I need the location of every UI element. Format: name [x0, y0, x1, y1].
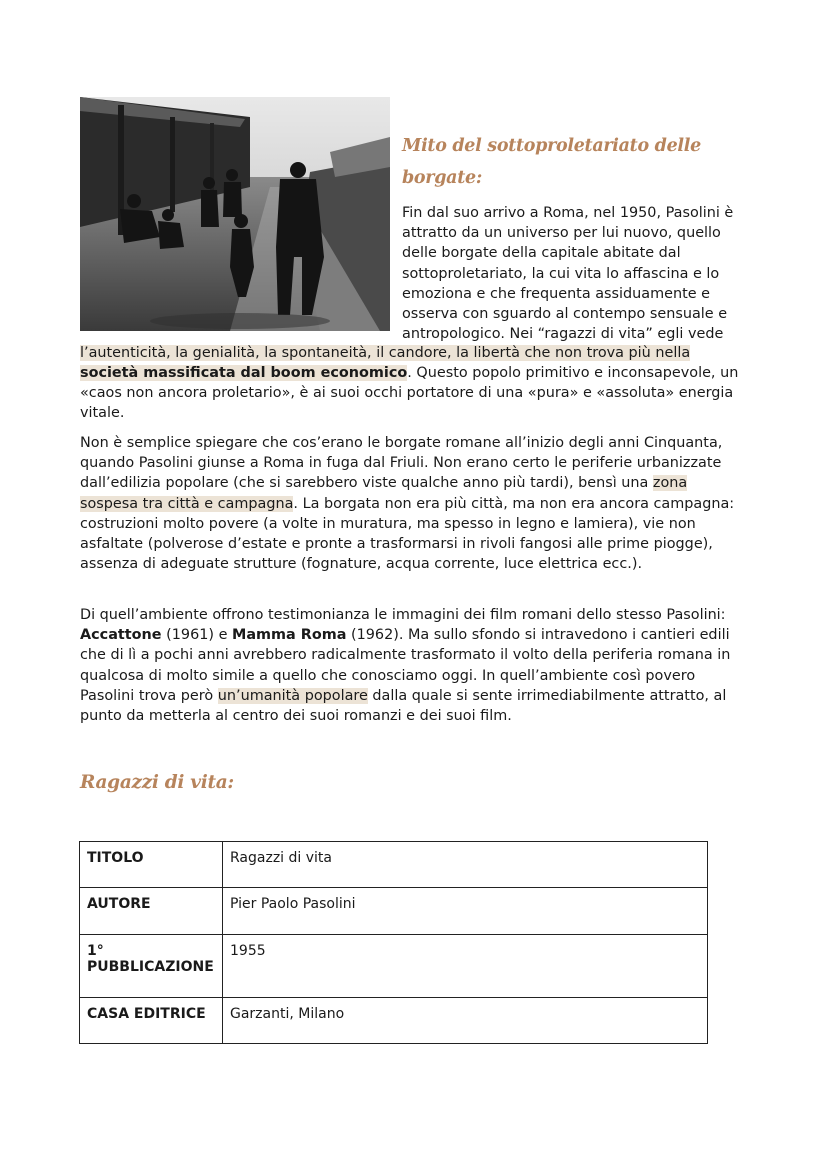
black-and-white-photo-borgata-street	[80, 97, 390, 331]
table-value: Ragazzi di vita	[223, 842, 708, 888]
continuation-line-1	[80, 343, 690, 363]
table-value: 1955	[223, 935, 708, 998]
table-key: 1° PUBBLICAZIONE	[80, 935, 223, 998]
paragraph-borgate	[80, 433, 748, 574]
continuation-line-2-rest: . Questo popolo primitivo e inconsapevole, un	[407, 365, 739, 381]
table-row	[80, 998, 708, 1044]
highlight-societa-massificata: società massificata dal boom economico	[80, 365, 408, 381]
continuation-line-2	[80, 363, 738, 383]
section-heading-ragazzi-di-vita: Ragazzi di vita:	[80, 772, 234, 793]
table-key: CASA EDITRICE	[80, 998, 223, 1044]
heading-line-1: Mito del sottoproletariato delle	[402, 136, 701, 156]
continuation-line-4: vitale.	[80, 405, 125, 421]
book-info-table	[79, 841, 708, 1044]
paragraph-3-part-1: Di quell’ambiente offrono testimonianza le immagini dei film romani dello stesso Pasolini:	[80, 607, 726, 623]
table-value: Garzanti, Milano	[223, 998, 708, 1044]
paragraph-film	[80, 605, 748, 726]
intro-text: Fin dal suo arrivo a Roma, nel 1950, Pasolini è attratto da un universo per lui nuovo, quello delle borgate della capitale abitate dal sottoproletariato, la cui vita lo affascina e lo emoziona e che frequenta assiduamente e osserva con sguardo al contempo sensuale e antropologico. Nei “ragazzi di vita” egli vede	[402, 205, 734, 343]
paragraph-2-part-1: Non è semplice spiegare che cos’erano le borgate romane all’inizio degli anni Cinquanta, quando Pasolini giunse a Roma in fuga dal Friuli. Non erano certo le periferie urbanizzate dall’edilizia popolare (che si sarebbero viste qualche anno più tardi), bensì una	[80, 435, 723, 492]
film-title-accattone: Accattone	[80, 627, 162, 644]
table-key: TITOLO	[80, 842, 223, 888]
borgata-photo	[80, 97, 390, 331]
paragraph-3-year: (1961) e	[161, 627, 232, 644]
continuation-line-3: «caos non ancora proletario», è ai suoi occhi portatore di una «pura» e «assoluta» energia	[80, 385, 734, 401]
table-value: Pier Paolo Pasolini	[223, 888, 708, 935]
paragraph-3-part-3: dalla quale si sente irrimediabilmente attratto, al punto da metterla al centro dei suoi romanzi e dei suoi film.	[80, 687, 727, 725]
table-row	[80, 888, 708, 935]
table-key: AUTORE	[80, 888, 223, 935]
highlight-zona-sospesa: zona sospesa tra città e campagna	[80, 475, 688, 512]
film-title-mamma-roma: Mamma Roma	[232, 627, 347, 644]
table-row	[80, 842, 708, 888]
heading-line-2: borgate:	[402, 168, 482, 188]
highlight-autenticita: l’autenticità, la genialità, la spontaneità, il candore, la libertà che non trova più nella	[80, 345, 691, 361]
section-heading-mito	[402, 130, 732, 194]
paragraph-2-part-2: . La borgata non era più città, ma non era ancora campagna: costruzioni molto povere (a volte in muratura, ma spesso in legno e lamiera), vie non asfaltate (polverose d’estate e pronte a trasformarsi in rivoli fangosi alle prime piogge), assenza di adeguate strutture (fognature, acqua corrente, luce elettrica ecc.).	[80, 495, 735, 573]
table-row	[80, 935, 708, 998]
paragraph-3-part-2: (1962). Ma sullo sfondo si intravedono i cantieri edili che di lì a pochi anni avrebbero radicalmente trasformato il volto della periferia romana in qualcosa di molto simile a quello che conosciamo oggi. In quell’ambiente così povero Pasolini trova però	[80, 627, 731, 704]
highlight-umanita-popolare: un’umanità popolare	[217, 687, 368, 704]
